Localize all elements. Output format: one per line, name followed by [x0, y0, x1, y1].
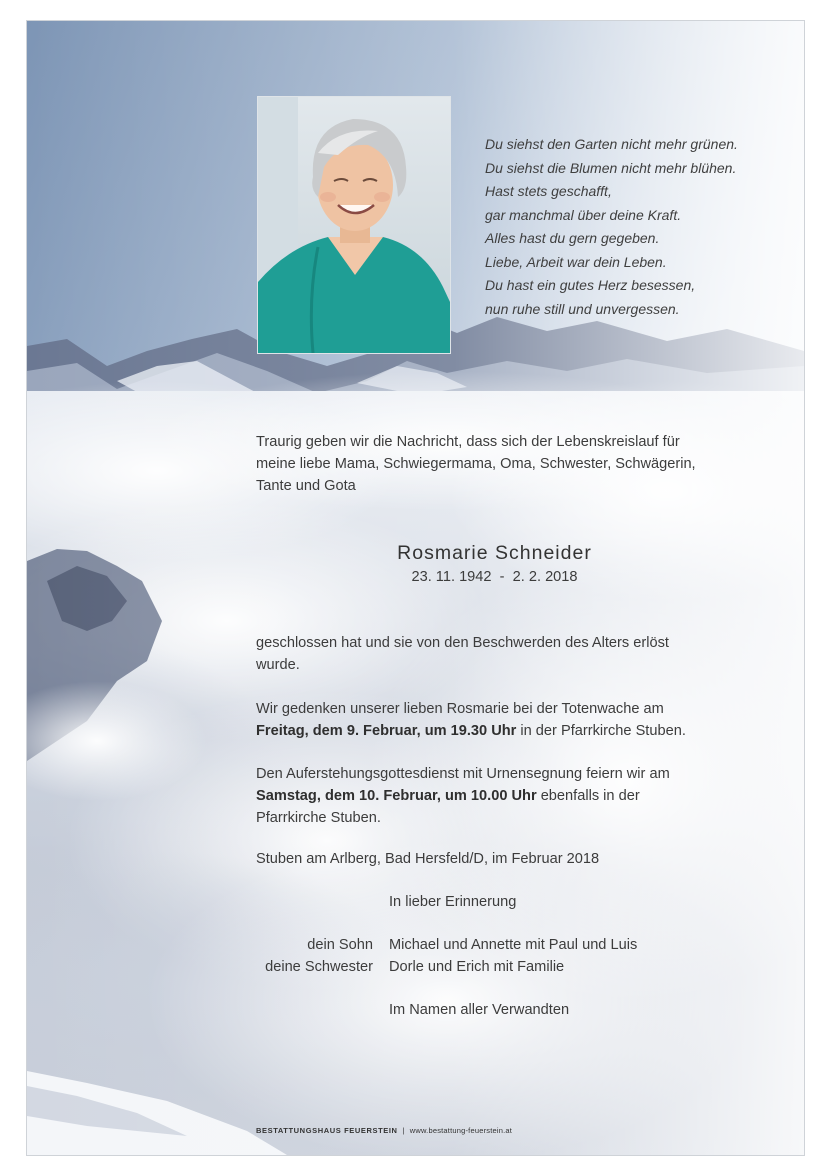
paragraph-line: Den Auferstehungsgottesdienst mit Urnensegnung feiern wir am	[256, 766, 670, 782]
paragraph-line	[256, 785, 756, 807]
company-website[interactable]: www.bestattung-feuerstein.at	[409, 1126, 513, 1135]
deceased-name: Rosmarie Schneider	[397, 542, 592, 564]
poem-line: Alles hast du gern gegeben.	[485, 230, 660, 246]
memorial-poem	[485, 133, 785, 321]
poem-line: Du siehst den Garten nicht mehr grünen.	[485, 136, 738, 152]
poem-line: Du siehst die Blumen nicht mehr blühen.	[485, 159, 737, 176]
paragraph-line: geschlossen hat und sie von den Beschwerden des Alters erlöst	[256, 635, 669, 651]
poem-line: gar manchmal über deine Kraft.	[485, 206, 682, 223]
poem-line: Hast stets geschafft,	[485, 183, 612, 199]
place-date: Stuben am Arlberg, Bad Hersfeld/D, im Februar 2018	[256, 851, 600, 867]
mourner-row	[256, 934, 776, 956]
deceased-block	[256, 541, 733, 588]
all-relatives-line: Im Namen aller Verwandten	[389, 1002, 570, 1018]
paragraph-line: Pfarrkirche Stuben.	[256, 810, 381, 826]
service-paragraph	[256, 763, 756, 829]
poem-line: nun ruhe still und unvergessen.	[485, 300, 680, 317]
mourner-names: Michael und Annette mit Paul und Luis	[389, 937, 638, 953]
obituary-card	[26, 20, 805, 1156]
company-name: BESTATTUNGSHAUS FEUERSTEIN	[256, 1126, 398, 1135]
paragraph-line: wurde.	[256, 657, 300, 673]
paragraph-line	[256, 720, 756, 742]
paragraph-line: Wir gedenken unserer lieben Rosmarie bei der Totenwache am	[256, 701, 664, 717]
footer	[256, 1126, 512, 1135]
passing-paragraph	[256, 632, 756, 676]
wake-date: Freitag, dem 9. Februar, um 19.30 Uhr	[256, 723, 517, 739]
wake-location: in der Pfarrkirche Stuben.	[516, 723, 686, 739]
intro-line: meine liebe Mama, Schwiegermama, Oma, Schwester, Schwägerin,	[256, 456, 696, 472]
portrait-photo	[257, 96, 451, 354]
intro-line: Traurig geben wir die Nachricht, dass sich der Lebenskreislauf für	[256, 434, 680, 450]
mourner-relation: deine Schwester	[265, 959, 373, 975]
service-location: ebenfalls in der	[536, 788, 640, 804]
intro-paragraph	[256, 431, 756, 497]
service-date: Samstag, dem 10. Februar, um 10.00 Uhr	[256, 788, 537, 804]
wake-paragraph	[256, 698, 756, 742]
remembrance-line: In lieber Erinnerung	[389, 894, 517, 910]
footer-separator: |	[402, 1126, 405, 1135]
mourner-names: Dorle und Erich mit Familie	[389, 959, 565, 975]
poem-line: Du hast ein gutes Herz besessen,	[485, 277, 696, 293]
poem-line: Liebe, Arbeit war dein Leben.	[485, 253, 667, 270]
mourner-relation: dein Sohn	[307, 937, 373, 953]
mourner-row	[256, 956, 776, 978]
life-dates: 23. 11. 1942 - 2. 2. 2018	[411, 569, 578, 585]
closing-block	[256, 891, 776, 1021]
intro-line: Tante und Gota	[256, 478, 356, 494]
